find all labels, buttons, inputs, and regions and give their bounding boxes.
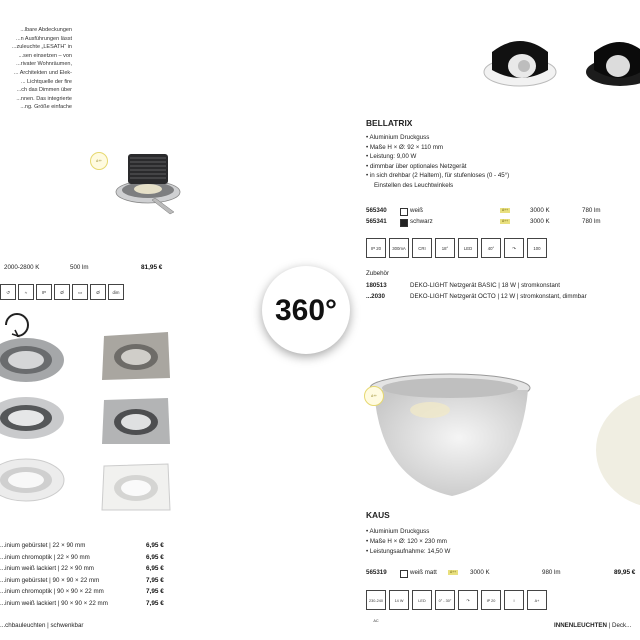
variant-price: 6,95 €: [146, 553, 164, 561]
kaus-title: KAUS: [366, 510, 390, 520]
bellatrix-bullet: • dimmbar über optionales Netzgerät: [366, 162, 467, 170]
intro-line: ...n Ausführungen lässt: [16, 35, 72, 42]
variant-desc: ...inium chromoptik | 22 × 90 mm: [0, 553, 90, 561]
variant-price: 7,95 €: [146, 600, 164, 607]
energy-class-tag: A++: [501, 219, 509, 223]
energy-class-tag: A++: [449, 570, 457, 574]
intro-line: ...ng. Größe einfache: [20, 104, 72, 111]
bellatrix-lumen: 780 lm: [582, 207, 601, 214]
spec-icon: 100: [527, 238, 547, 258]
variant-price: 7,95 €: [146, 576, 164, 584]
bellatrix-title: BELLATRIX: [366, 118, 413, 128]
right-footer-rest: | Deck...: [608, 622, 632, 629]
spec-icon: ▭: [72, 284, 88, 300]
accessory-desc: DEKO-LIGHT Netzgerät BASIC | 18 W | stromkonstant: [410, 282, 560, 289]
variant-price: 6,95 €: [146, 565, 164, 573]
spec-icon: IP 20: [366, 238, 386, 258]
accessory-code: ...2030: [366, 293, 385, 300]
bellatrix-bullet: • Maße H × Ø: 92 × 110 mm: [366, 143, 444, 151]
intro-line: ... Architekten und Elek-: [13, 69, 72, 76]
bellatrix-code: 565341: [366, 218, 387, 225]
spec-icon: I: [504, 590, 524, 610]
variant-desc: ...inium chromoptik | 90 × 90 × 22 mm: [0, 588, 104, 596]
right-footer: [554, 622, 631, 629]
spec-icon: LED: [412, 590, 432, 610]
bellatrix-bullet: • in sich drehbar (2 Haltern), für stufenloses (0 - 45°): [366, 172, 510, 180]
kaus-color: weiß matt: [410, 569, 437, 576]
variant-desc: ...inium weiß lackiert | 22 × 90 mm: [0, 565, 94, 573]
accessories-title: Zubehör: [366, 270, 390, 277]
intro-line: ...sen einsetzen – von: [18, 52, 72, 59]
kaus-code: 565319: [366, 569, 387, 576]
spec-icon: ≈: [18, 284, 34, 300]
cover-round-brushed: [0, 330, 70, 390]
energy-badge-kaus: A++: [364, 386, 384, 406]
kaus-bullet: • Maße H × Ø: 120 × 230 mm: [366, 538, 447, 545]
intro-line: ...zuleuchte „LESATH“ in: [11, 44, 72, 51]
cover-round-chrome: [0, 392, 70, 447]
spec-icon: dim: [108, 284, 124, 300]
variant-price: 7,95 €: [146, 588, 164, 596]
intro-line: ...ch das Dimmen über: [16, 87, 72, 94]
bellatrix-bullet: Einstellen des Leuchtwinkels: [374, 182, 454, 189]
bellatrix-cct: 3000 K: [530, 218, 550, 225]
left-footer: ...chbauleuchten | schwenkbar: [0, 622, 84, 629]
spec-icon: ↺: [0, 284, 16, 300]
intro-line: ...lbare Abdeckungen: [20, 27, 72, 33]
lesath-cct: 2000-2800 K: [4, 264, 40, 271]
color-swatch: [400, 208, 408, 216]
accessory-code: 180513: [366, 282, 387, 289]
product-photo-bellatrix-black: [584, 30, 640, 94]
intro-text: [0, 26, 72, 112]
lesath-lumen: 500 lm: [70, 264, 89, 271]
spec-icon: Ø: [90, 284, 106, 300]
bellatrix-bullet: • Aluminium Druckguss: [366, 134, 430, 141]
spec-icon: ↷: [458, 590, 478, 610]
product-photo-kaus: [360, 360, 640, 510]
spec-icon: Ø: [54, 284, 70, 300]
right-page: [320, 0, 640, 640]
intro-line: ...nnen. Das integrierte: [16, 95, 72, 102]
bellatrix-code: 565340: [366, 207, 387, 214]
bellatrix-lumen: 780 lm: [582, 218, 601, 225]
cover-square-brushed: [98, 328, 172, 384]
bellatrix-bullet: • Leistung: 9,00 W: [366, 153, 417, 161]
spec-icon: 0° - 30°: [435, 590, 455, 610]
spec-icon: IP 20: [481, 590, 501, 610]
spec-icon: 230-240 AC: [366, 590, 386, 610]
variant-desc: ...inium gebürstet | 90 × 90 × 22 mm: [0, 576, 100, 584]
cover-round-white: [0, 456, 70, 511]
color-swatch: [400, 219, 408, 227]
cover-square-white: [98, 460, 172, 516]
variant-price: 6,95 €: [146, 542, 164, 549]
variant-desc: ...inium weiß lackiert | 90 × 90 × 22 mm: [0, 600, 108, 607]
spec-icon: 18°: [435, 238, 455, 258]
energy-class-tag: A++: [501, 208, 509, 212]
kaus-lumen: 980 lm: [542, 569, 561, 576]
kaus-bullet: • Leistungsaufnahme: 14,50 W: [366, 548, 451, 555]
spec-icon: 14 W: [389, 590, 409, 610]
rotation-360-label: 360°: [274, 294, 338, 327]
kaus-bullet: • Aluminium Druckguss: [366, 528, 430, 535]
spec-icon: A+: [527, 590, 547, 610]
accessory-desc: DEKO-LIGHT Netzgerät OCTO | 12 W | stromkonstant, dimmbar: [410, 293, 587, 300]
right-footer-bold: INNENLEUCHTEN: [554, 622, 607, 629]
kaus-cct: 3000 K: [470, 569, 490, 576]
intro-line: ... Lichtquelle der fire: [20, 78, 72, 85]
lesath-price: 81,95 €: [141, 264, 163, 271]
bellatrix-color: weiß: [410, 207, 424, 214]
color-swatch: [400, 570, 408, 578]
kaus-price: 89,95 €: [614, 569, 636, 576]
product-photo-bellatrix-white: [480, 26, 560, 96]
spec-icon: IP: [36, 284, 52, 300]
spec-icon: ↷: [504, 238, 524, 258]
energy-badge-left: A++: [90, 152, 108, 170]
intro-line: ...rivater Wohnräumen,: [16, 61, 72, 68]
spec-icon: LED: [458, 238, 478, 258]
spec-icon: 300mA: [389, 238, 409, 258]
cover-square-chrome: [98, 394, 172, 450]
bellatrix-color: schwarz: [410, 218, 433, 225]
spec-icon: CRI: [412, 238, 432, 258]
bellatrix-cct: 3000 K: [530, 207, 550, 214]
product-photo-lesath: [100, 140, 190, 220]
variant-desc: ...inium gebürstet | 22 × 90 mm: [0, 542, 86, 549]
spec-icon: 40°: [481, 238, 501, 258]
